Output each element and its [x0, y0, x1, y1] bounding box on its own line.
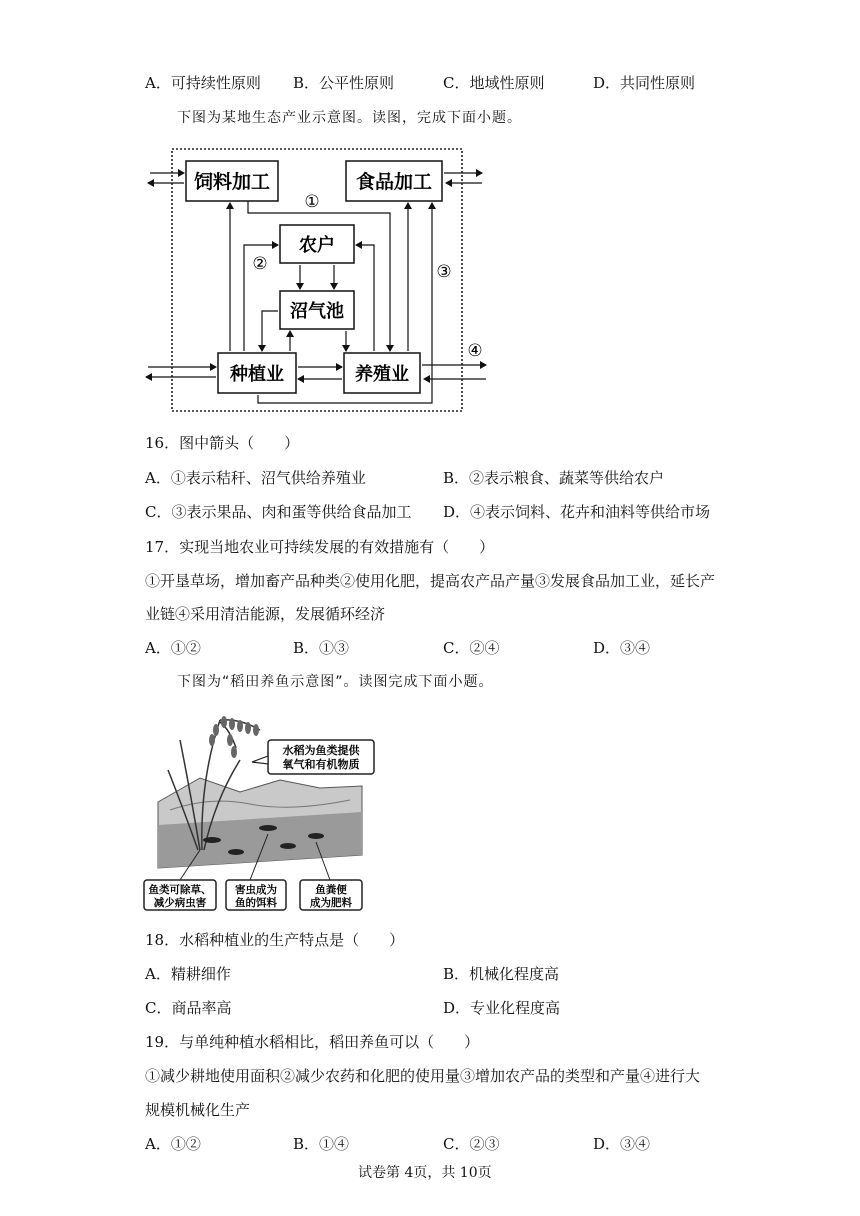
q19-stem: 19．与单纯种植水稻相比，稻田养鱼可以（ ）	[145, 1033, 480, 1051]
q16-option-d[interactable]: D．④表示饲料、花卉和油料等供给市场	[443, 503, 711, 521]
q18-option-b[interactable]: B．机械化程度高	[443, 965, 560, 983]
rice-fish-diagram	[140, 700, 390, 915]
callout-pest-line2: 鱼的饵料	[235, 897, 277, 909]
q17-option-a[interactable]: A．①②	[145, 639, 201, 657]
biogas-label: 沼气池	[290, 301, 344, 322]
q17-statement-line2: 业链④采用清洁能源，发展循环经济	[145, 605, 386, 623]
q15-option-c[interactable]: C．地域性原则	[443, 74, 545, 92]
q18-stem: 18．水稻种植业的生产特点是（ ）	[145, 931, 405, 949]
planting-label: 种植业	[230, 364, 284, 385]
q17-option-b[interactable]: B．①③	[293, 639, 350, 657]
q18-option-c[interactable]: C．商品率高	[145, 999, 232, 1017]
marker-2: ②	[252, 254, 268, 274]
callout-manure-line2: 成为肥料	[310, 897, 352, 909]
q15-option-b[interactable]: B．公平性原则	[293, 74, 395, 92]
diagram2-intro: 下图为“稻田养鱼示意图”。读图完成下面小题。	[177, 674, 494, 690]
q17-stem: 17．实现当地农业可持续发展的有效措施有（ ）	[145, 538, 495, 556]
breeding-label: 养殖业	[355, 364, 409, 385]
q17-statement-line1: ①开垦草场，增加畜产品种类②使用化肥，提高农产品产量③发展食品加工业，延长产	[145, 572, 716, 590]
callout-fish-line2: 减少病虫害	[153, 897, 207, 909]
q16-stem: 16．图中箭头（ ）	[145, 434, 300, 452]
callout-rice-line2: 氧气和有机物质	[282, 758, 360, 771]
feed-processing-label: 饲料加工	[193, 171, 271, 193]
q19-option-c[interactable]: C．②③	[443, 1135, 500, 1153]
q16-option-b[interactable]: B．②表示粮食、蔬菜等供给农户	[443, 469, 665, 487]
diagram1-intro: 下图为某地生态产业示意图。读图，完成下面小题。	[177, 110, 522, 126]
marker-3: ③	[436, 262, 452, 282]
q19-option-a[interactable]: A．①②	[145, 1135, 201, 1153]
q15-option-a[interactable]: A．可持续性原则	[145, 74, 261, 92]
callout-fish-line1: 鱼类可除草、	[148, 884, 212, 896]
callout-pest-line1: 害虫成为	[235, 884, 277, 896]
q17-option-d[interactable]: D．③④	[593, 639, 651, 657]
page-footer: 试卷第 4页，共 10页	[358, 1165, 492, 1181]
q18-option-d[interactable]: D．专业化程度高	[443, 999, 561, 1017]
q19-option-d[interactable]: D．③④	[593, 1135, 651, 1153]
food-processing-label: 食品加工	[355, 171, 433, 193]
farmer-label: 农户	[299, 235, 335, 256]
marker-1: ①	[304, 192, 320, 212]
callout-manure-line1: 鱼粪便	[315, 884, 347, 896]
eco-industry-diagram	[140, 145, 500, 415]
q19-statement-line1: ①减少耕地使用面积②减少农药和化肥的使用量③增加农产品的类型和产量④进行大	[145, 1067, 701, 1085]
callout-rice-line1: 水稻为鱼类提供	[282, 744, 360, 757]
marker-4: ④	[467, 341, 483, 361]
q17-option-c[interactable]: C．②④	[443, 639, 500, 657]
q19-statement-line2: 规模机械化生产	[145, 1101, 251, 1119]
q16-option-c[interactable]: C．③表示果品、肉和蛋等供给食品加工	[145, 503, 412, 521]
q15-option-d[interactable]: D．共同性原则	[593, 74, 696, 92]
q16-option-a[interactable]: A．①表示秸秆、沼气供给养殖业	[145, 469, 366, 487]
q18-option-a[interactable]: A．精耕细作	[145, 965, 231, 983]
q19-option-b[interactable]: B．①④	[293, 1135, 350, 1153]
